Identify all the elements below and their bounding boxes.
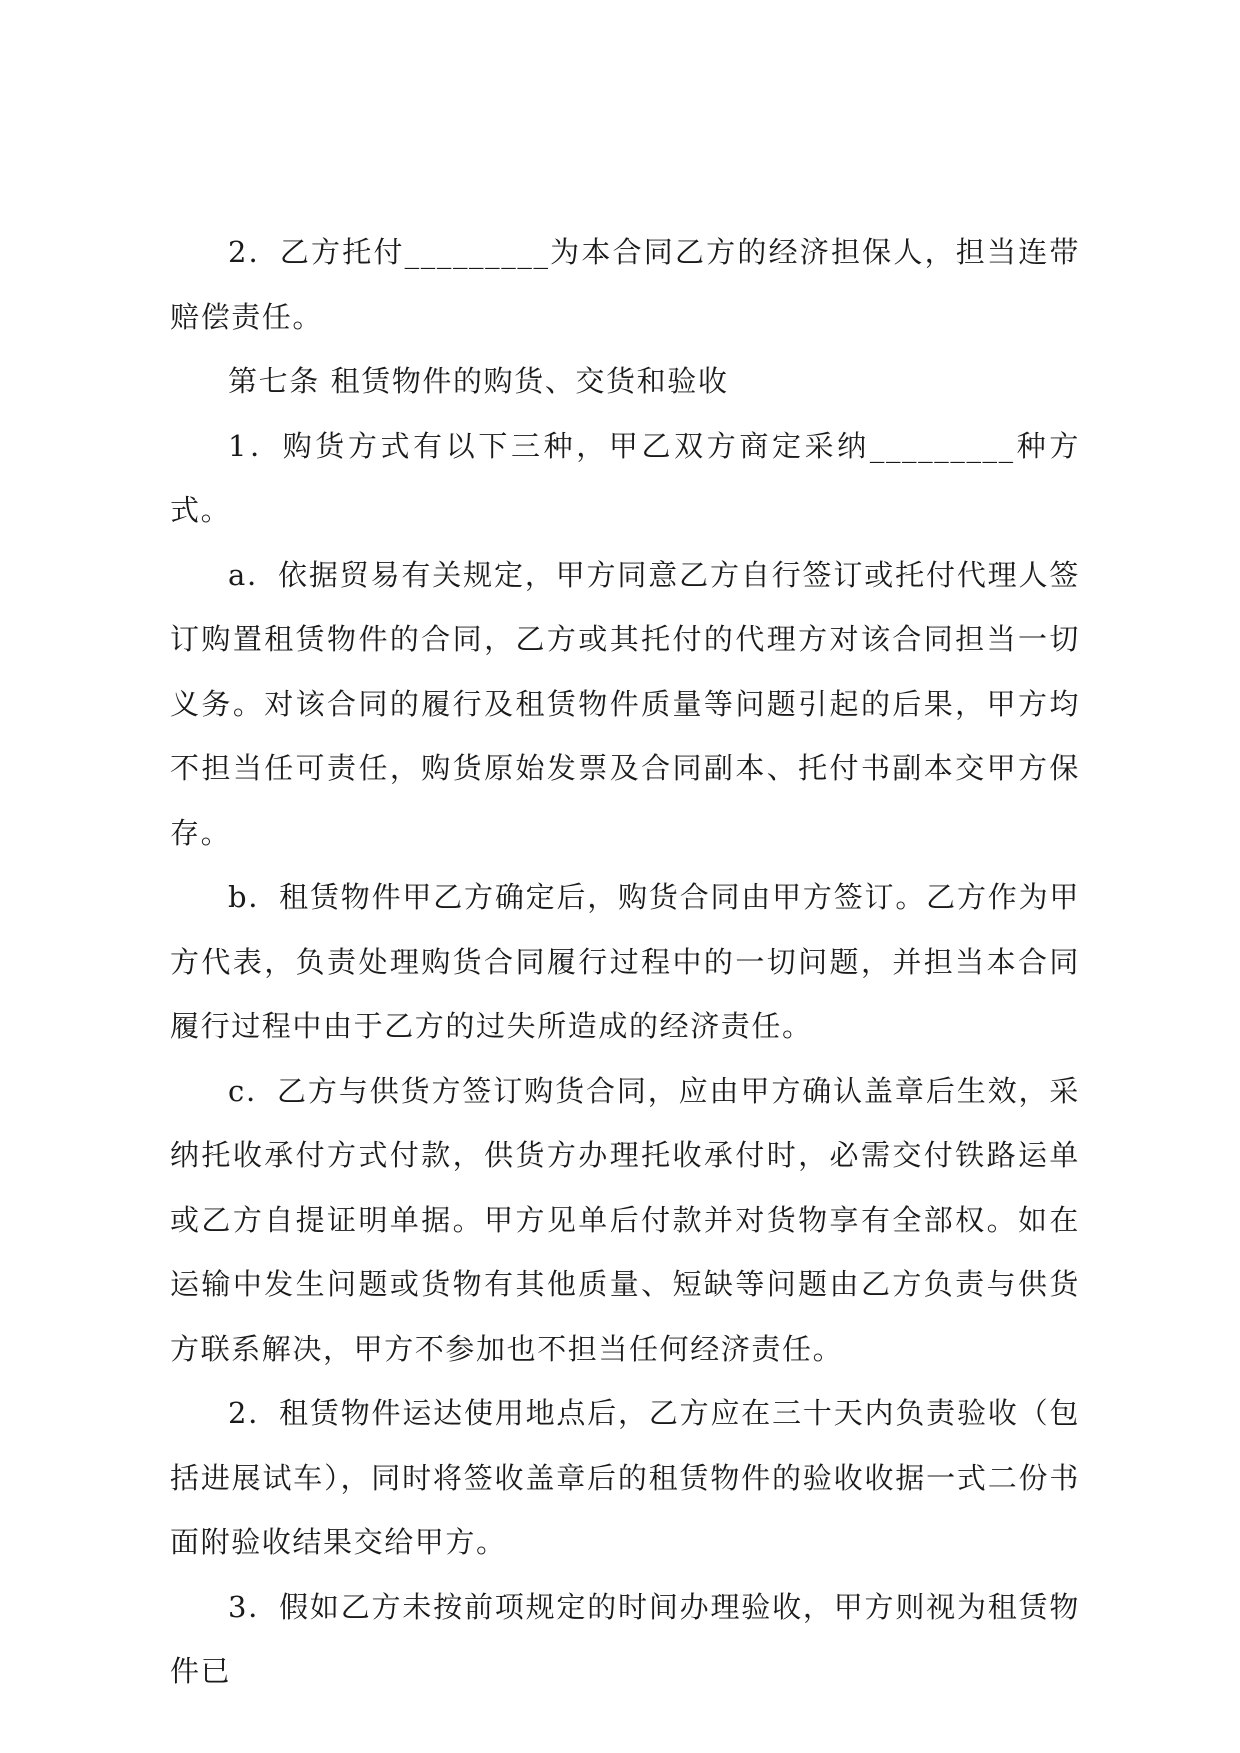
paragraph-guarantor: 2．乙方托付_________为本合同乙方的经济担保人，担当连带赔偿责任。 — [170, 235, 1080, 334]
paragraph-acceptance: 2．租赁物件运达使用地点后，乙方应在三十天内负责验收（包括进展试车），同时将签收盖章后的租赁物件的验收收据一式二份书面附验收结果交给甲方。 — [170, 1396, 1080, 1559]
paragraph-option-a: a．依据贸易有关规定，甲方同意乙方自行签订或托付代理人签订购置租赁物件的合同，乙方或其托付的代理方对该合同担当一切义务。对该合同的履行及租赁物件质量等问题引起的后果，甲方均不担当任可责任，购货原始发票及合同副本、托付书副本交甲方保存。 — [170, 557, 1080, 850]
paragraph-option-b: b．租赁物件甲乙方确定后，购货合同由甲方签订。乙方作为甲方代表，负责处理购货合同履行过程中的一切问题，并担当本合同履行过程中由于乙方的过失所造成的经济责任。 — [170, 880, 1080, 1043]
paragraph-option-c: c．乙方与供货方签订购货合同，应由甲方确认盖章后生效，采纳托收承付方式付款，供货方办理托收承付时，必需交付铁路运单或乙方自提证明单据。甲方见单后付款并对货物享有全部权。如在运输中发生问题或货物有其他质量、短缺等问题由乙方负责与供货方联系解决，甲方不参加也不担当任何经济责任。 — [170, 1073, 1080, 1366]
document-body — [170, 220, 1080, 1704]
article-heading: 第七条 租赁物件的购货、交货和验收 — [228, 364, 729, 398]
paragraph-purchase-method: 1．购货方式有以下三种，甲乙双方商定采纳_________种方式。 — [170, 428, 1080, 527]
paragraph-late-acceptance: 3．假如乙方未按前项规定的时间办理验收，甲方则视为租赁物件已 — [170, 1589, 1080, 1688]
